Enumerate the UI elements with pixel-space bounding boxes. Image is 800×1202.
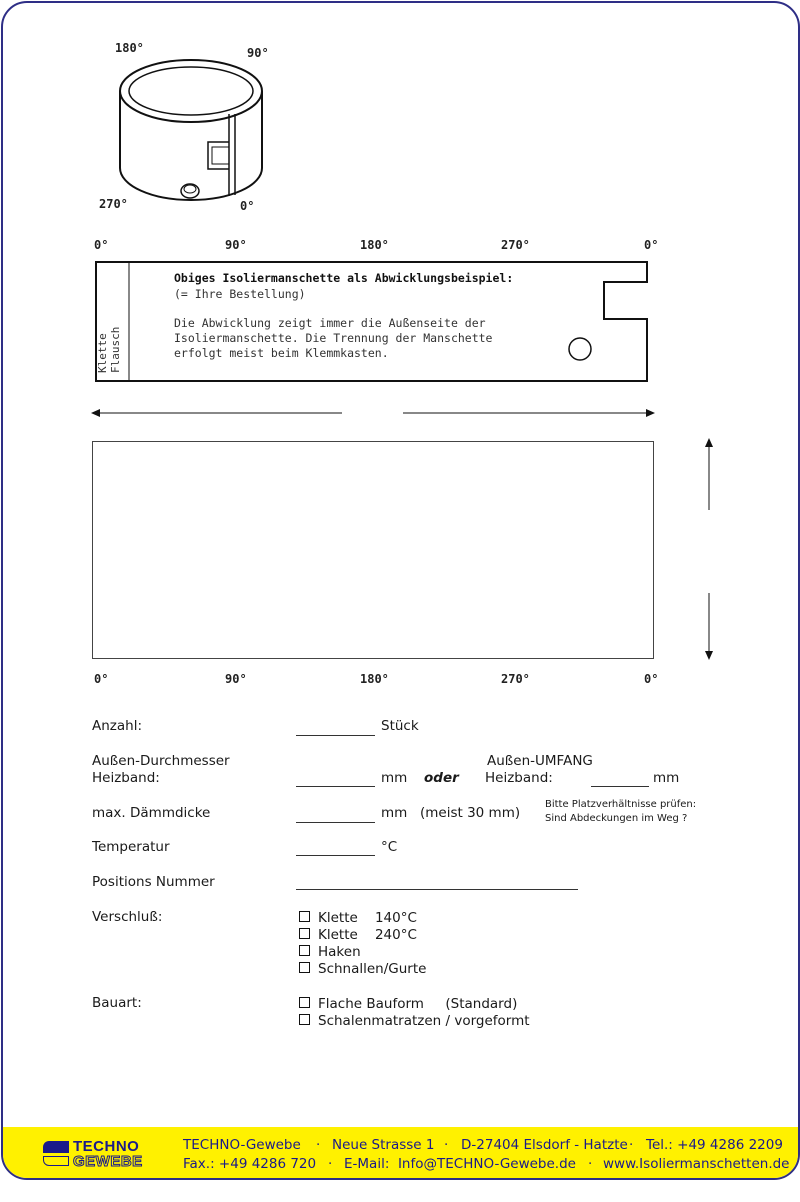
- side-label-klette: Klette: [96, 333, 109, 373]
- checkbox-icon[interactable]: [299, 1014, 310, 1025]
- umfang-label-2: Heizband:: [485, 770, 553, 786]
- scale-bottom-180: 180°: [360, 672, 389, 686]
- temp-field[interactable]: [296, 855, 375, 856]
- example-subtitle: (= Ihre Bestellung): [174, 287, 306, 301]
- logo-text-bottom: GEWEBE: [73, 1153, 143, 1170]
- verschluss-option-3[interactable]: [299, 944, 361, 961]
- checkbox-icon[interactable]: [299, 928, 310, 939]
- footer-separator: ·: [328, 1156, 333, 1172]
- logo-mark-top: [43, 1141, 69, 1153]
- scale-top-0: 0°: [94, 238, 109, 252]
- footer-street: Neue Strasse 1: [332, 1137, 435, 1153]
- footer-phone: Tel.: +49 4286 2209: [646, 1137, 783, 1153]
- checkbox-icon[interactable]: [299, 945, 310, 956]
- durchmesser-field[interactable]: [296, 786, 375, 787]
- daemm-field[interactable]: [296, 822, 375, 823]
- durchmesser-label-2: Heizband:: [92, 770, 160, 786]
- temp-label: Temperatur: [92, 839, 170, 855]
- bauart-label: Bauart:: [92, 995, 142, 1011]
- cylinder-label-180: 180°: [115, 41, 144, 55]
- verschluss-option-label: Klette 240°C: [318, 927, 417, 943]
- temp-unit: °C: [381, 839, 398, 855]
- cylinder-label-90: 90°: [247, 46, 269, 60]
- daemm-label: max. Dämmdicke: [92, 805, 211, 821]
- umfang-field[interactable]: [591, 786, 649, 787]
- pos-field[interactable]: [296, 889, 578, 890]
- scale-top-90: 90°: [225, 238, 247, 252]
- page-frame: [1, 1, 800, 1180]
- footer-fax: Fax.: +49 4286 720: [183, 1156, 317, 1172]
- scale-bottom-90: 90°: [225, 672, 247, 686]
- umfang-label-1: Außen-UMFANG: [487, 753, 593, 769]
- cylinder-label-270: 270°: [99, 197, 128, 211]
- footer-bar: [3, 1127, 800, 1180]
- scale-top-270: 270°: [501, 238, 530, 252]
- width-arrows: [91, 405, 661, 421]
- scale-bottom-270: 270°: [501, 672, 530, 686]
- hint-line-1: Bitte Platzverhältnisse prüfen:: [545, 799, 697, 810]
- hint-line-2: Sind Abdeckungen im Weg ?: [545, 813, 688, 824]
- anzahl-unit: Stück: [381, 718, 419, 734]
- verschluss-option-label: Klette 140°C: [318, 910, 417, 926]
- pos-label: Positions Nummer: [92, 874, 215, 890]
- logo-mark-bottom: [43, 1156, 69, 1166]
- anzahl-field[interactable]: [296, 735, 375, 736]
- durchmesser-unit: mm: [381, 770, 408, 786]
- cylinder-label-0: 0°: [240, 199, 255, 213]
- footer-company: TECHNO-Gewebe: [183, 1137, 301, 1153]
- bauart-option-2[interactable]: [299, 1013, 530, 1030]
- bauart-option-1[interactable]: [299, 996, 517, 1013]
- checkbox-icon[interactable]: [299, 911, 310, 922]
- daemm-note: (meist 30 mm): [420, 805, 521, 821]
- verschluss-option-4[interactable]: [299, 961, 426, 978]
- side-label: [96, 326, 122, 373]
- example-body-3: erfolgt meist beim Klemmkasten.: [174, 346, 389, 360]
- oder-text: oder: [424, 770, 459, 786]
- company-logo: [43, 1139, 167, 1171]
- footer-city: D-27404 Elsdorf - Hatzte: [461, 1137, 628, 1153]
- verschluss-option-2[interactable]: [299, 927, 417, 944]
- scale-bottom-0: 0°: [94, 672, 109, 686]
- footer-email[interactable]: E-Mail: Info@TECHNO-Gewebe.de: [344, 1156, 576, 1172]
- height-arrows: [701, 438, 717, 663]
- scale-top-360: 0°: [644, 238, 659, 252]
- footer-separator: ·: [316, 1137, 321, 1153]
- checkbox-icon[interactable]: [299, 997, 310, 1008]
- logo-text-top: TECHNO: [73, 1138, 140, 1155]
- footer-separator: ·: [629, 1137, 634, 1153]
- durchmesser-label-1: Außen-Durchmesser: [92, 753, 230, 769]
- example-title: Obiges Isoliermanschette als Abwicklungsbeispiel:: [174, 271, 514, 285]
- footer-separator: ·: [444, 1137, 449, 1153]
- example-body-1: Die Abwicklung zeigt immer die Außenseite der: [174, 316, 486, 330]
- verschluss-label: Verschluß:: [92, 909, 163, 925]
- anzahl-label: Anzahl:: [92, 718, 143, 734]
- scale-bottom-360: 0°: [644, 672, 659, 686]
- example-body-2: Isoliermanschette. Die Trennung der Manschette: [174, 331, 493, 345]
- bauart-option-label: Schalenmatratzen / vorgeformt: [318, 1013, 530, 1029]
- footer-website[interactable]: www.Isoliermanschetten.de: [603, 1156, 790, 1172]
- daemm-unit: mm: [381, 805, 408, 821]
- footer-separator: ·: [588, 1156, 593, 1172]
- verschluss-option-label: Schnallen/Gurte: [318, 961, 427, 977]
- checkbox-icon[interactable]: [299, 962, 310, 973]
- verschluss-option-1[interactable]: [299, 910, 417, 927]
- verschluss-option-label: Haken: [318, 944, 361, 960]
- side-label-flausch: Flausch: [109, 326, 122, 373]
- bauart-option-label: Flache Bauform (Standard): [318, 996, 518, 1012]
- drawing-area[interactable]: [92, 441, 654, 659]
- umfang-unit: mm: [653, 770, 680, 786]
- scale-top-180: 180°: [360, 238, 389, 252]
